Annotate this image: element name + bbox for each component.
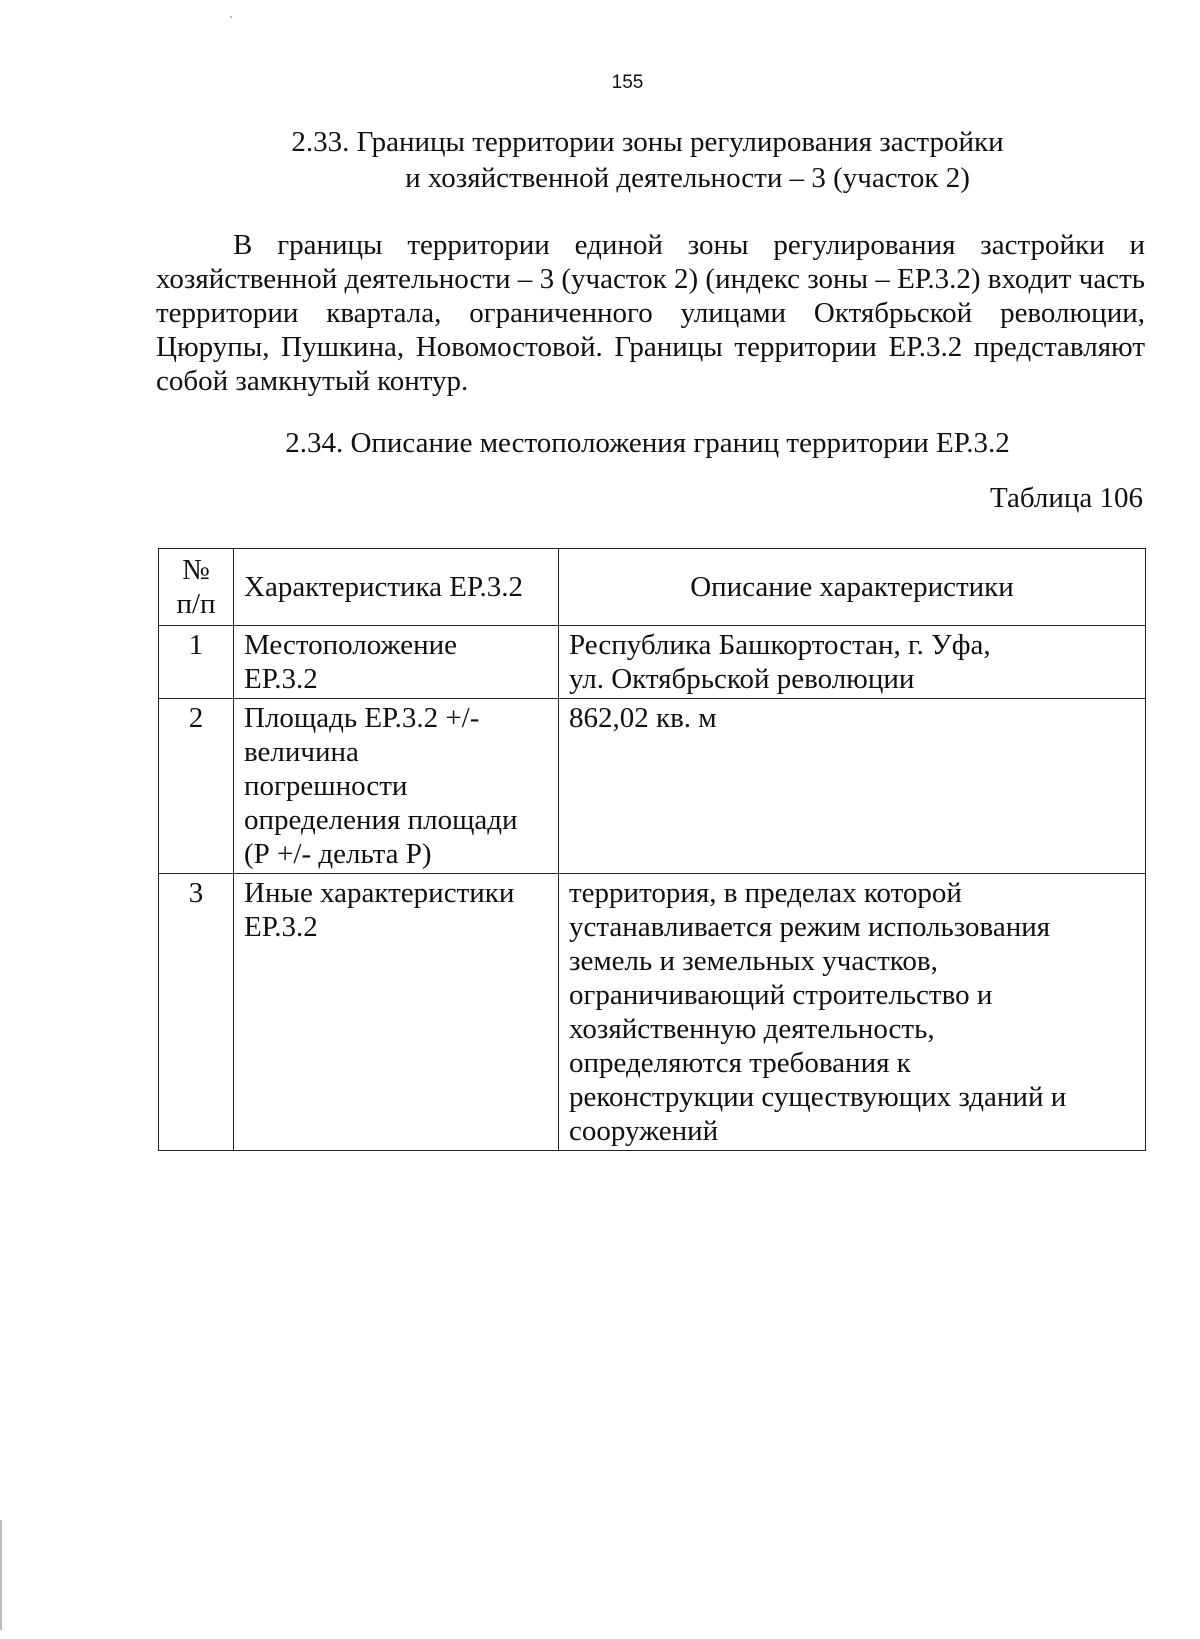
row-characteristic: [234, 626, 559, 699]
description-line: Республика Башкортостан, г. Уфа,: [569, 629, 991, 661]
characteristic-line: (Р +/- дельта Р): [244, 838, 432, 870]
section-heading-2-33: [150, 124, 1145, 196]
description-line: территория, в пределах которой: [569, 877, 962, 909]
row-description: [559, 626, 1146, 699]
header-number-abbr: п/п: [176, 588, 216, 620]
section-heading-line: и хозяйственной деятельности – 3 (участок 2): [405, 162, 970, 194]
row-characteristic: [234, 699, 559, 874]
table-row: [159, 874, 1146, 1151]
characteristic-line: определения площади: [244, 804, 518, 836]
row-characteristic: [234, 874, 559, 1151]
characteristic-line: Местоположение: [244, 629, 457, 661]
section-heading-line: 2.33. Границы территории зоны регулирования застройки: [291, 126, 1004, 158]
description-line: ограничивающий строительство и: [569, 979, 993, 1011]
header-description: Описание характеристики: [559, 549, 1146, 626]
table-body: [159, 626, 1146, 1151]
header-number-sign: №: [182, 554, 210, 586]
table-header-row: [159, 549, 1146, 626]
description-line: ул. Октябрьской революции: [569, 663, 915, 695]
description-line: хозяйственную деятельность,: [569, 1013, 935, 1045]
description-line: 862,02 кв. м: [569, 702, 717, 734]
description-line: устанавливается режим использования: [569, 911, 1051, 943]
scan-artifact: [0, 1520, 2, 1630]
table-row: [159, 699, 1146, 874]
body-paragraph: В границы территории единой зоны регулирования застройки и хозяйственной деятельности – 3 (участок 2) (индекс зоны – ЕР.3.2) входит часть территории квартала, ограниченного улицами Октябрьской революции, Цюрупы, Пушкина, Новомостовой. Границы территории ЕР.3.2 представляют собой замкнутый контур.: [156, 229, 1145, 397]
description-line: определяются требования к: [569, 1047, 911, 1079]
description-line: реконструкции существующих зданий и: [569, 1081, 1067, 1113]
description-line: земель и земельных участков,: [569, 945, 938, 977]
description-line: сооружений: [569, 1115, 719, 1147]
characteristic-line: Площадь ЕР.3.2 +/-: [244, 702, 480, 734]
characteristic-line: погрешности: [244, 770, 408, 802]
section-heading-2-34: 2.34. Описание местоположения границ территории ЕР.3.2: [285, 427, 1010, 459]
row-description: [559, 874, 1146, 1151]
table-caption: Таблица 106: [989, 482, 1143, 514]
characteristic-line: Иные характеристики: [244, 877, 515, 909]
characteristic-line: ЕР.3.2: [244, 663, 318, 695]
header-characteristic: Характеристика ЕР.3.2: [234, 549, 559, 626]
table-row: [159, 626, 1146, 699]
scan-artifact: [230, 16, 232, 18]
row-number: 2: [159, 699, 234, 874]
characteristics-table: [158, 548, 1146, 1151]
header-number: [159, 549, 234, 626]
characteristic-line: величина: [244, 736, 359, 768]
row-description: [559, 699, 1146, 874]
characteristic-line: ЕР.3.2: [244, 911, 318, 943]
page-number: 155: [611, 72, 644, 93]
row-number: 3: [159, 874, 234, 1151]
row-number: 1: [159, 626, 234, 699]
